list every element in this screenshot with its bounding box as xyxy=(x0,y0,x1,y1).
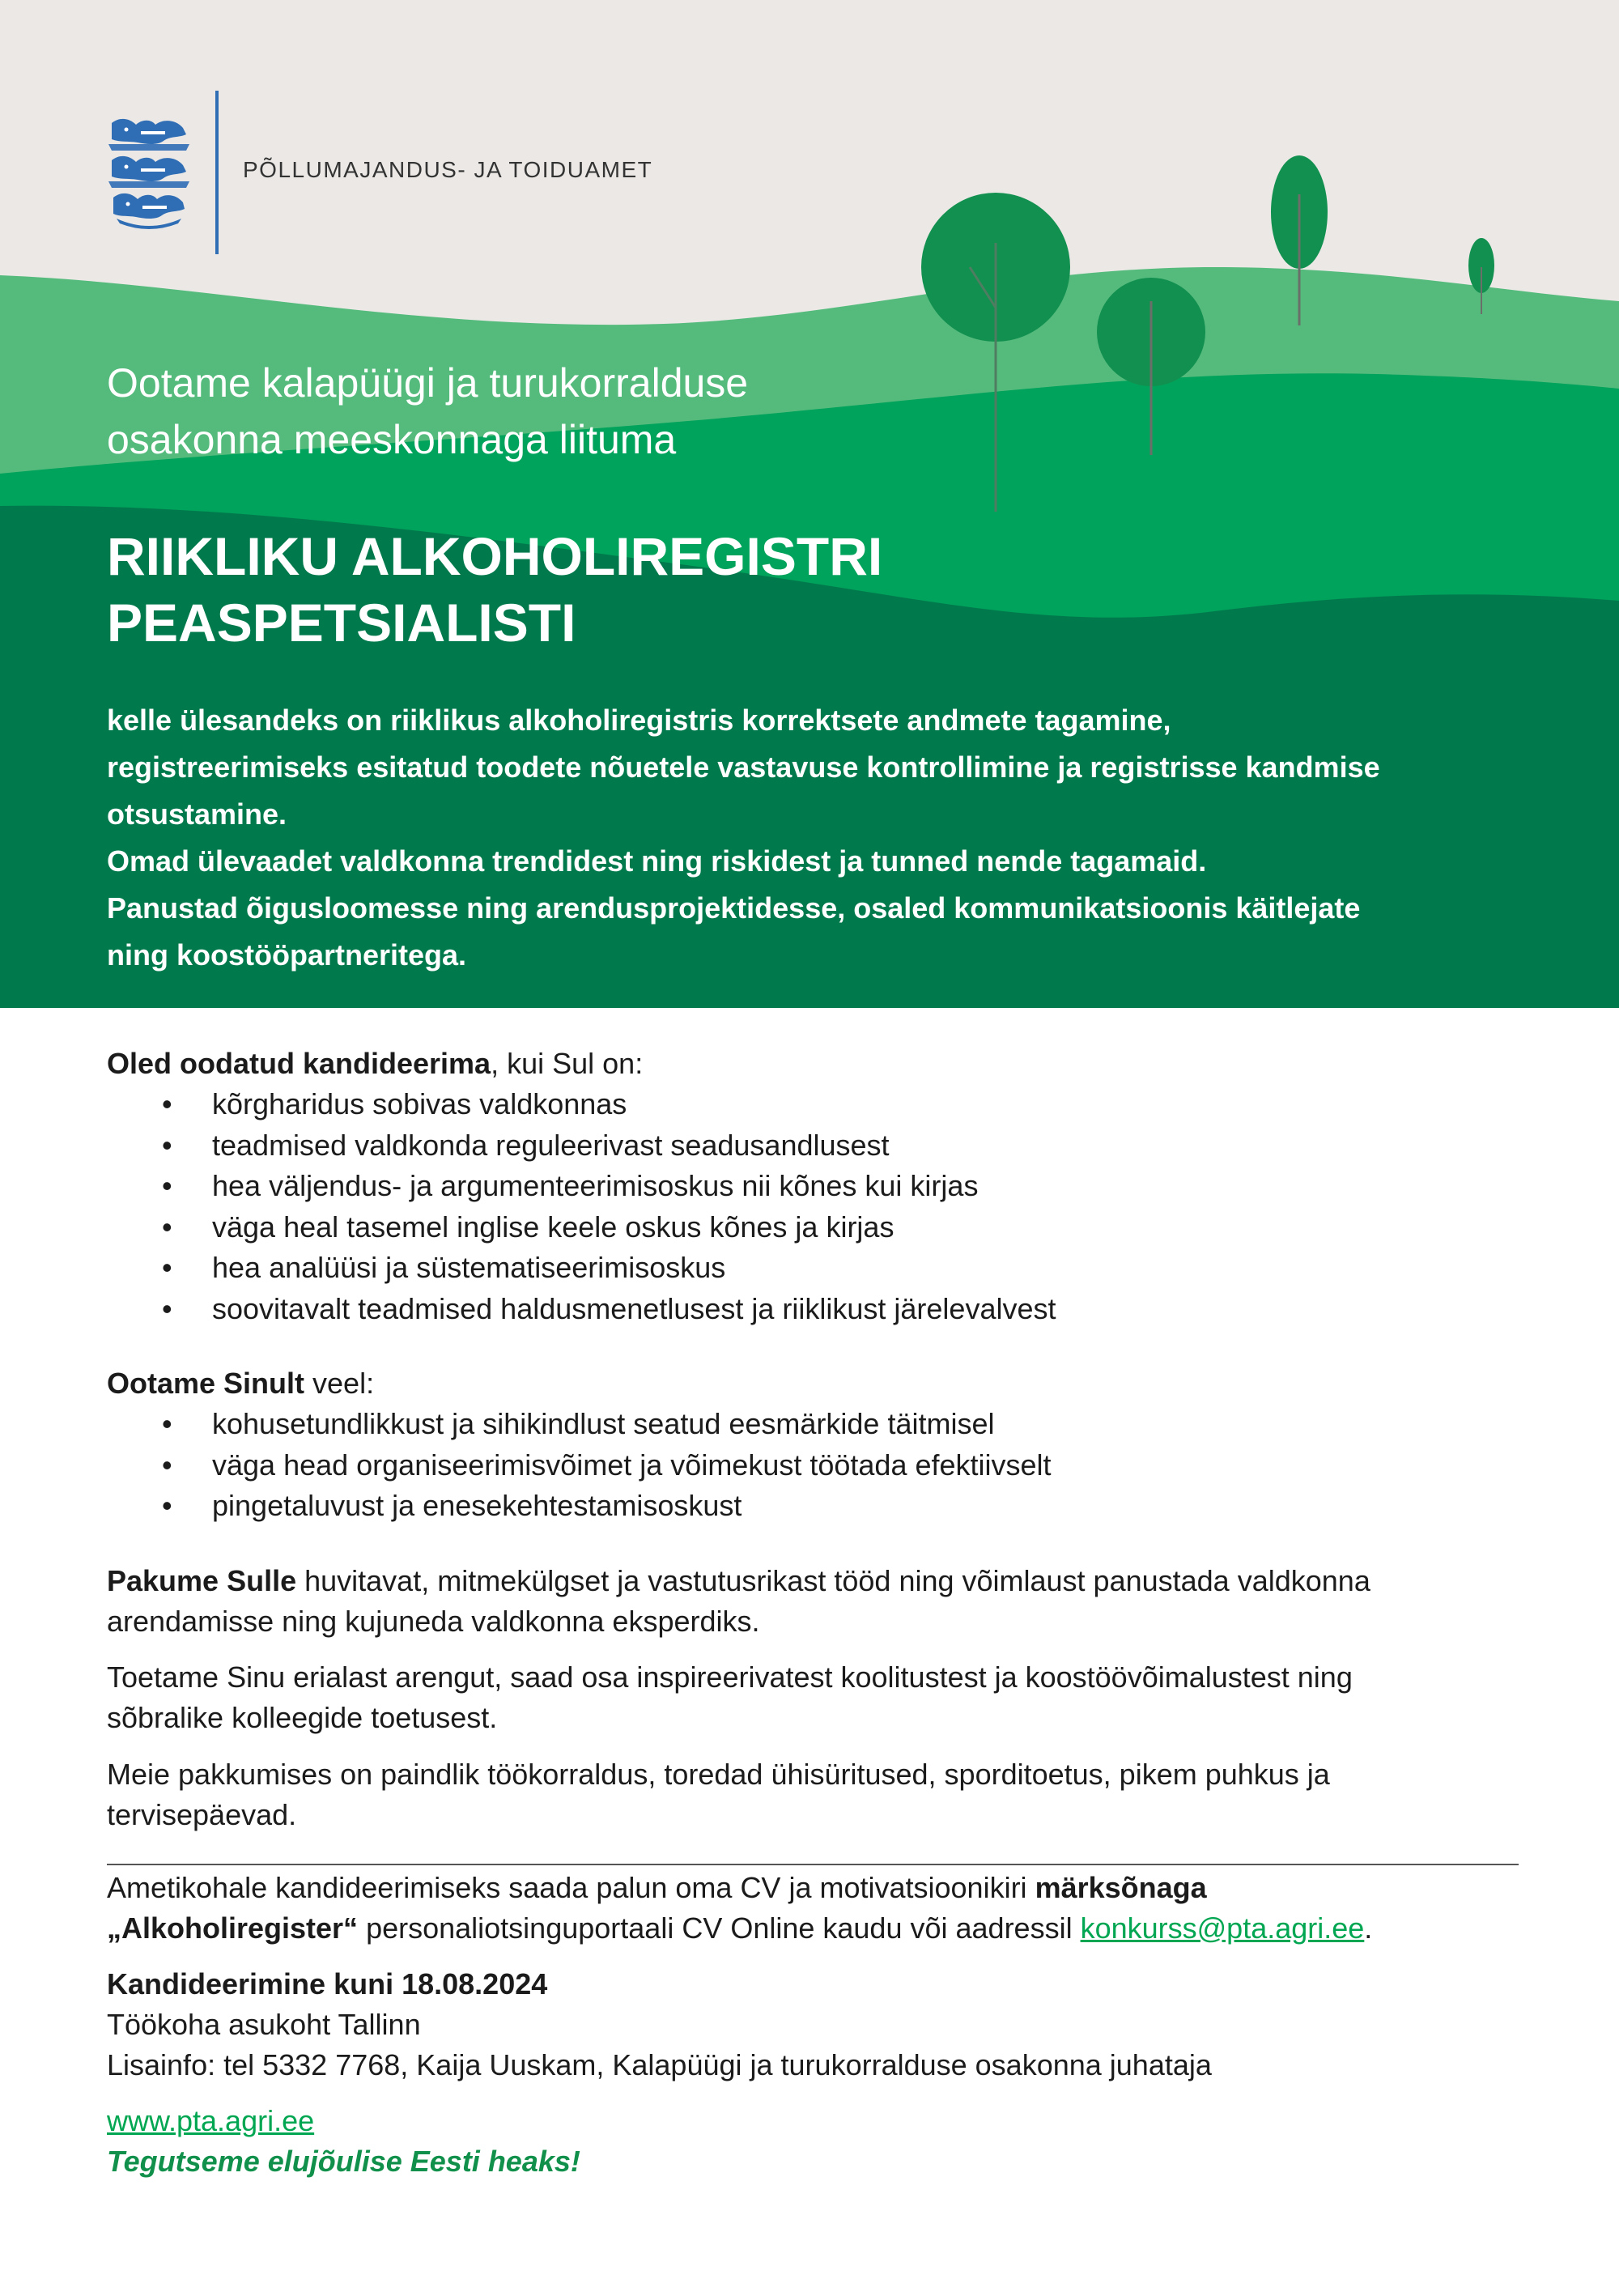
list-item: • teadmised valdkonda reguleerivast seadusandlusest xyxy=(162,1128,890,1162)
coat-of-arms-logo xyxy=(105,115,193,230)
contact-section xyxy=(107,1964,1532,2086)
summary-line: Panustad õigusloomesse ning arendusprojektidesse, osaled kommunikatsioonis käitlejate xyxy=(107,891,1361,925)
summary-line: Omad ülevaadet valdkonna trendidest ning riskidest ja tunned nende tagamaid. xyxy=(107,844,1207,878)
list-item: • hea väljendus- ja argumenteerimisoskus nii kõnes kui kirjas xyxy=(162,1169,979,1202)
list-item: • väga heal tasemel inglise keele oskus kõnes ja kirjas xyxy=(162,1210,894,1244)
expectations-lead: Ootame Sinult veel: xyxy=(107,1367,375,1400)
summary-line: ning koostööpartneritega. xyxy=(107,938,467,972)
offer-paragraph-development: Toetame Sinu erialast arengut, saad osa inspireerivatest koolitustest ja koostöövõimalustest ning sõbralike kolleegide toetusest. xyxy=(107,1660,1353,1734)
section-divider xyxy=(107,1864,1519,1865)
intro-heading: Ootame kalapüügi ja turukorralduse osakonna meeskonnaga liituma xyxy=(107,360,749,462)
requirements-list xyxy=(107,1084,1532,1329)
slogan: Tegutseme elujõulise Eesti heaks! xyxy=(107,2145,580,2178)
logo-divider xyxy=(215,91,219,254)
website-link[interactable]: www.pta.agri.ee xyxy=(107,2104,315,2137)
deadline: Kandideerimine kuni 18.08.2024 xyxy=(107,1967,548,2000)
expectations-section xyxy=(107,1363,1532,1527)
requirements-lead: Oled oodatud kandideerima, kui Sul on: xyxy=(107,1047,644,1080)
job-summary xyxy=(107,697,1540,979)
header-banner xyxy=(0,0,1619,1008)
list-item: • kohusetundlikkust ja sihikindlust seatud eesmärkide täitmisel xyxy=(162,1407,995,1440)
job-title: RIIKLIKU ALKOHOLIREGISTRI PEASPETSIALISTI xyxy=(107,526,883,653)
location: Töökoha asukoht Tallinn xyxy=(107,2008,421,2041)
email-link[interactable]: konkurss@pta.agri.ee xyxy=(1080,1911,1365,1945)
list-item: • hea analüüsi ja süstematiseerimisoskus xyxy=(162,1251,726,1284)
summary-line: kelle ülesandeks on riiklikus alkoholiregistris korrektsete andmete tagamine, xyxy=(107,704,1171,737)
organization-name: PÕLLUMAJANDUS- JA TOIDUAMET xyxy=(243,157,653,182)
offer-paragraph-benefits: Meie pakkumises on paindlik töökorraldus, toredad ühisüritused, sporditoetus, pikem puhkus ja tervisepäevad. xyxy=(107,1758,1330,1831)
list-item: • soovitavalt teadmised haldusmenetlusest ja riiklikust järelevalvest xyxy=(162,1291,1056,1325)
list-item: • kõrgharidus sobivas valdkonnas xyxy=(162,1087,627,1120)
footer xyxy=(107,2101,1532,2182)
summary-line: otsustamine. xyxy=(107,797,287,831)
contact-info: Lisainfo: tel 5332 7768, Kaija Uuskam, Kalapüügi ja turukorralduse osakonna juhataja xyxy=(107,2048,1212,2081)
expectations-list xyxy=(107,1404,1532,1527)
offer-paragraph: Pakume Sulle huvitavat, mitmekülgset ja vastutusrikast tööd ning võimlaust panustada valdkonna xyxy=(107,1564,1370,1597)
application-section: Ametikohale kandideerimiseks saada palun oma CV ja motivatsioonikiri märksõnaga „Alkoholiregister“ personaliotsinguportaali CV Online kaudu või aadressil konkurss@pta.agri.ee. xyxy=(107,1871,1373,1945)
offer-section: Pakume Sulle huvitavat, mitmekülgset ja vastutusrikast tööd ning võimlaust panustada valdkonna arendamisse ning kujuneda valdkonna eksperdiks. xyxy=(107,1561,1532,1642)
requirements-section xyxy=(107,1044,1532,1329)
summary-line: registreerimiseks esitatud toodete nõuetele vastavuse kontrollimine ja registrisse kandmise xyxy=(107,750,1380,784)
list-item: • väga head organiseerimisvõimet ja võimekust töötada efektiivselt xyxy=(162,1448,1052,1482)
list-item: • pingetaluvust ja enesekehtestamisoskust xyxy=(162,1489,742,1522)
